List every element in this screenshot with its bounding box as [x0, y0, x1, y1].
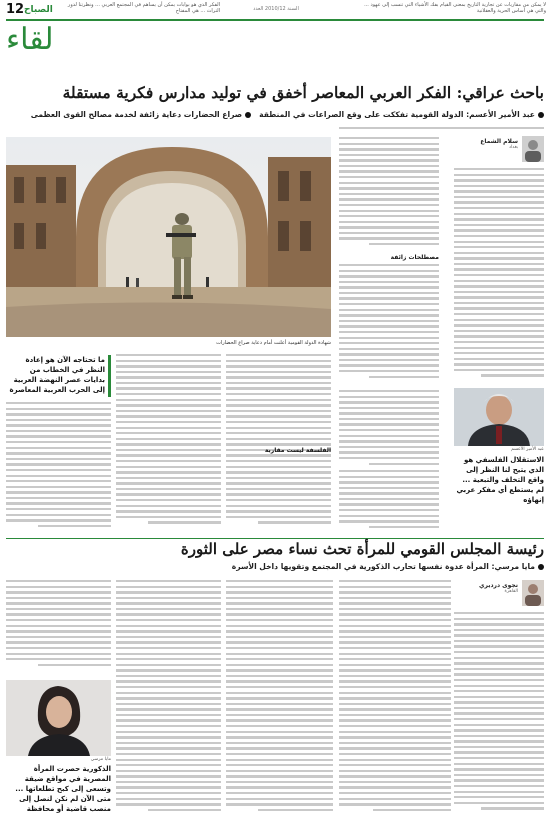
- article1-column-middle-top: [339, 137, 439, 247]
- interviewee-portrait: [454, 388, 544, 446]
- byline-name: نجوى درديري: [478, 582, 518, 589]
- subhead-2: الفلسفة ليست مقاربة: [264, 447, 331, 454]
- pull-quote-1: الاستقلال الفلسفي هو الذي يتيح لنا النظر إلى واقع التخلف والتبعية ... لم يستطع أي مفكر عربي إنهاؤه: [456, 456, 544, 504]
- article2-column-1: [454, 612, 544, 820]
- article2-column-5: [6, 580, 111, 672]
- article1-column-lower-mid2: [339, 470, 439, 534]
- portrait-icon: [454, 388, 544, 446]
- pull-quote-2: ما تحتاجه الآن هو إعادة النظر في الخطاب من بدايات عصر النهضة العربية إلى الحرب العربية المعاصرة: [6, 355, 111, 397]
- avatar-icon: [522, 136, 544, 162]
- article1-headline: باحث عراقي: الفكر العربي المعاصر أخفق في توليد مدارس فكرية مستقلة: [62, 83, 544, 102]
- article1-column-lower-left: [6, 402, 111, 534]
- article1-column-middle-bottom: [339, 264, 439, 384]
- article1-photo: [6, 137, 331, 337]
- photo-caption: شهادة الدولة القومية أعلنت أمام دعاية صراع الحضارات: [216, 340, 331, 346]
- article1-column-lower-middle: [116, 354, 221, 534]
- subhead-1: مصطلحات زائفة: [390, 254, 439, 261]
- bullet-icon: [245, 112, 251, 118]
- page-number: 12: [6, 2, 25, 17]
- article2-byline: [458, 582, 518, 594]
- byline: [458, 138, 518, 150]
- bullet-icon: [538, 112, 544, 118]
- avatar-icon: [522, 580, 544, 606]
- article1-column-lower-right: [226, 354, 331, 534]
- portrait-caption: عبد الأمير الأعسم: [511, 447, 544, 452]
- subheadline-a: عبد الأمير الأعسم: الدولة القومية تفككت على وقع الصراعات في المنطقة: [259, 110, 535, 119]
- brand-logo: الصباح: [24, 5, 53, 15]
- article2-column-2: [339, 580, 451, 820]
- article2-byline-avatar: [522, 580, 544, 606]
- article1-column-right: [454, 168, 544, 383]
- article2-headline: رئيسة المجلس القومي للمرأة تحث نساء مصر على الثورة: [180, 540, 544, 558]
- date-line: السنة 2010/12 العدد: [253, 6, 299, 12]
- article2-column-3: [226, 580, 333, 820]
- top-quote-right: لا يمكن من مقاربات عن تجارية التاريخ بمعنى القيام بفك الأشياء التي تنسب إلى عهود ... والتي هي أساس الحرية والعقلانية: [364, 2, 546, 14]
- article2-portrait-caption: مايا مرسي: [90, 757, 111, 762]
- byline-location: بغداد: [508, 145, 518, 150]
- article1-subheadline: [14, 110, 544, 119]
- arch-photo-illustration: [6, 137, 331, 337]
- subheadline-b: صراع الحضارات دعاية زائفة لخدمة مصالح القوى العظمى: [30, 110, 243, 119]
- article1-intro: [339, 127, 544, 135]
- byline-location: القاهرة: [504, 589, 518, 594]
- article2-column-4: [116, 580, 221, 820]
- portrait-icon: [6, 680, 111, 756]
- article2-portrait: [6, 680, 111, 756]
- byline-name: سلام الشماع: [480, 138, 518, 145]
- article-divider: [6, 538, 544, 539]
- header-rule: [6, 19, 544, 21]
- article2-subheadline: [14, 562, 544, 571]
- bullet-icon: [538, 564, 544, 570]
- article2-pull-quote: الذكورية حصرت المرأة المصرية في مواقع ضيقة وتسعى إلى كبح تطلعاتها ... متى الآن لم نكن لنصل إلى منصب قاضية أو محافظة: [15, 765, 111, 813]
- top-quote-left: الفكر الذي هو بوابات يمكن أن يساهم في المجتمع العربي ... ونظرتنا لدور التراث ... هي المفتاح: [67, 2, 220, 14]
- article1-column-lower-mid: [339, 390, 439, 466]
- byline-avatar: [522, 136, 544, 162]
- subheadline-text: مايا مرسي: المرأة عدوة نفسها تحارب الذكورية في المجتمع وتقويها داخل الأسرة: [231, 562, 535, 571]
- section-title: لقاء: [6, 22, 54, 57]
